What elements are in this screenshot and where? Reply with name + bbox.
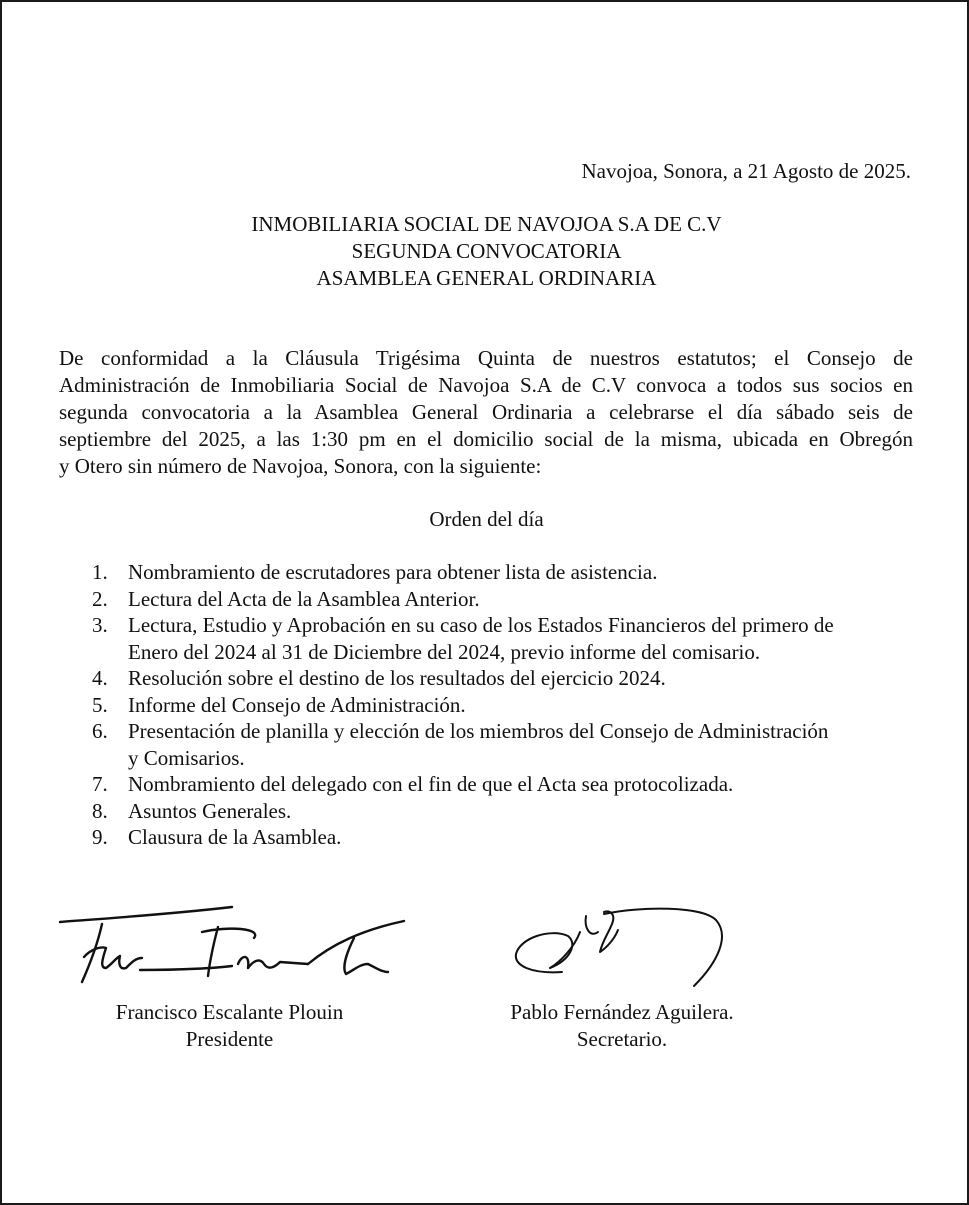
agenda-item-text: Enero del 2024 al 31 de Diciembre del 2024, previo informe del comisario. [128, 639, 761, 664]
place-date: Navojoa, Sonora, a 21 Agosto de 2025. [581, 159, 911, 183]
assembly-type: ASAMBLEA GENERAL ORDINARIA [316, 266, 657, 290]
signer-name: Francisco Escalante Plouin [115, 1000, 344, 1024]
secretary-signature [516, 909, 722, 986]
agenda-item-text: Informe del Consejo de Administración. [128, 692, 466, 717]
agenda-item-number: 2. [92, 586, 108, 611]
signer-role: Secretario. [576, 1027, 668, 1051]
agenda-item-text: Lectura del Acta de la Asamblea Anterior. [128, 586, 480, 611]
agenda-item-number: 6. [92, 719, 108, 743]
secretary-signer [472, 999, 772, 1053]
agenda-item-text: Nombramiento del delegado con el fin de que el Acta sea protocolizada. [128, 772, 734, 796]
agenda-item-number: 5. [92, 692, 108, 717]
signer-name: Pablo Fernández Aguilera. [510, 1000, 734, 1024]
agenda-item-text: Clausura de la Asamblea. [128, 825, 342, 849]
agenda-title: Orden del día [429, 507, 544, 531]
paragraph-line: segunda convocatoria a la Asamblea General Ordinaria a celebrarse el día sábado seis de [59, 400, 913, 424]
call-type: SEGUNDA CONVOCATORIA [351, 239, 622, 263]
president-signer [62, 999, 397, 1053]
agenda-item-number: 7. [92, 772, 108, 796]
signer-role: Presidente [185, 1027, 274, 1051]
agenda-item-number: 9. [92, 825, 108, 849]
agenda-item-text: y Comisarios. [128, 745, 245, 770]
agenda-item-text: Presentación de planilla y elección de los miembros del Consejo de Administración [128, 719, 829, 743]
agenda-item-number: 4. [92, 666, 108, 690]
agenda-item-number: 8. [92, 798, 108, 823]
paragraph-line: Administración de Inmobiliaria Social de Navojoa S.A de C.V convoca a todos sus socios en [59, 373, 913, 397]
agenda-item-text: Nombramiento de escrutadores para obtener lista de asistencia. [128, 560, 658, 584]
agenda-item-number: 1. [92, 560, 108, 584]
company-name: INMOBILIARIA SOCIAL DE NAVOJOA S.A DE C.V [251, 212, 722, 236]
paragraph-line: De conformidad a la Cláusula Trigésima Quinta de nuestros estatutos; el Consejo de [59, 346, 913, 370]
paragraph-line: y Otero sin número de Navojoa, Sonora, con la siguiente: [59, 454, 542, 478]
agenda-item-text: Resolución sobre el destino de los resultados del ejercicio 2024. [128, 666, 666, 690]
agenda-item-number: 3. [92, 613, 108, 637]
paragraph-line: septiembre del 2025, a las 1:30 pm en el domicilio social de la misma, ubicada en Obregón [59, 427, 913, 451]
agenda-item-text: Lectura, Estudio y Aprobación en su caso de los Estados Financieros del primero de [128, 613, 834, 637]
agenda-item-text: Asuntos Generales. [128, 798, 292, 823]
president-signature [60, 907, 404, 982]
